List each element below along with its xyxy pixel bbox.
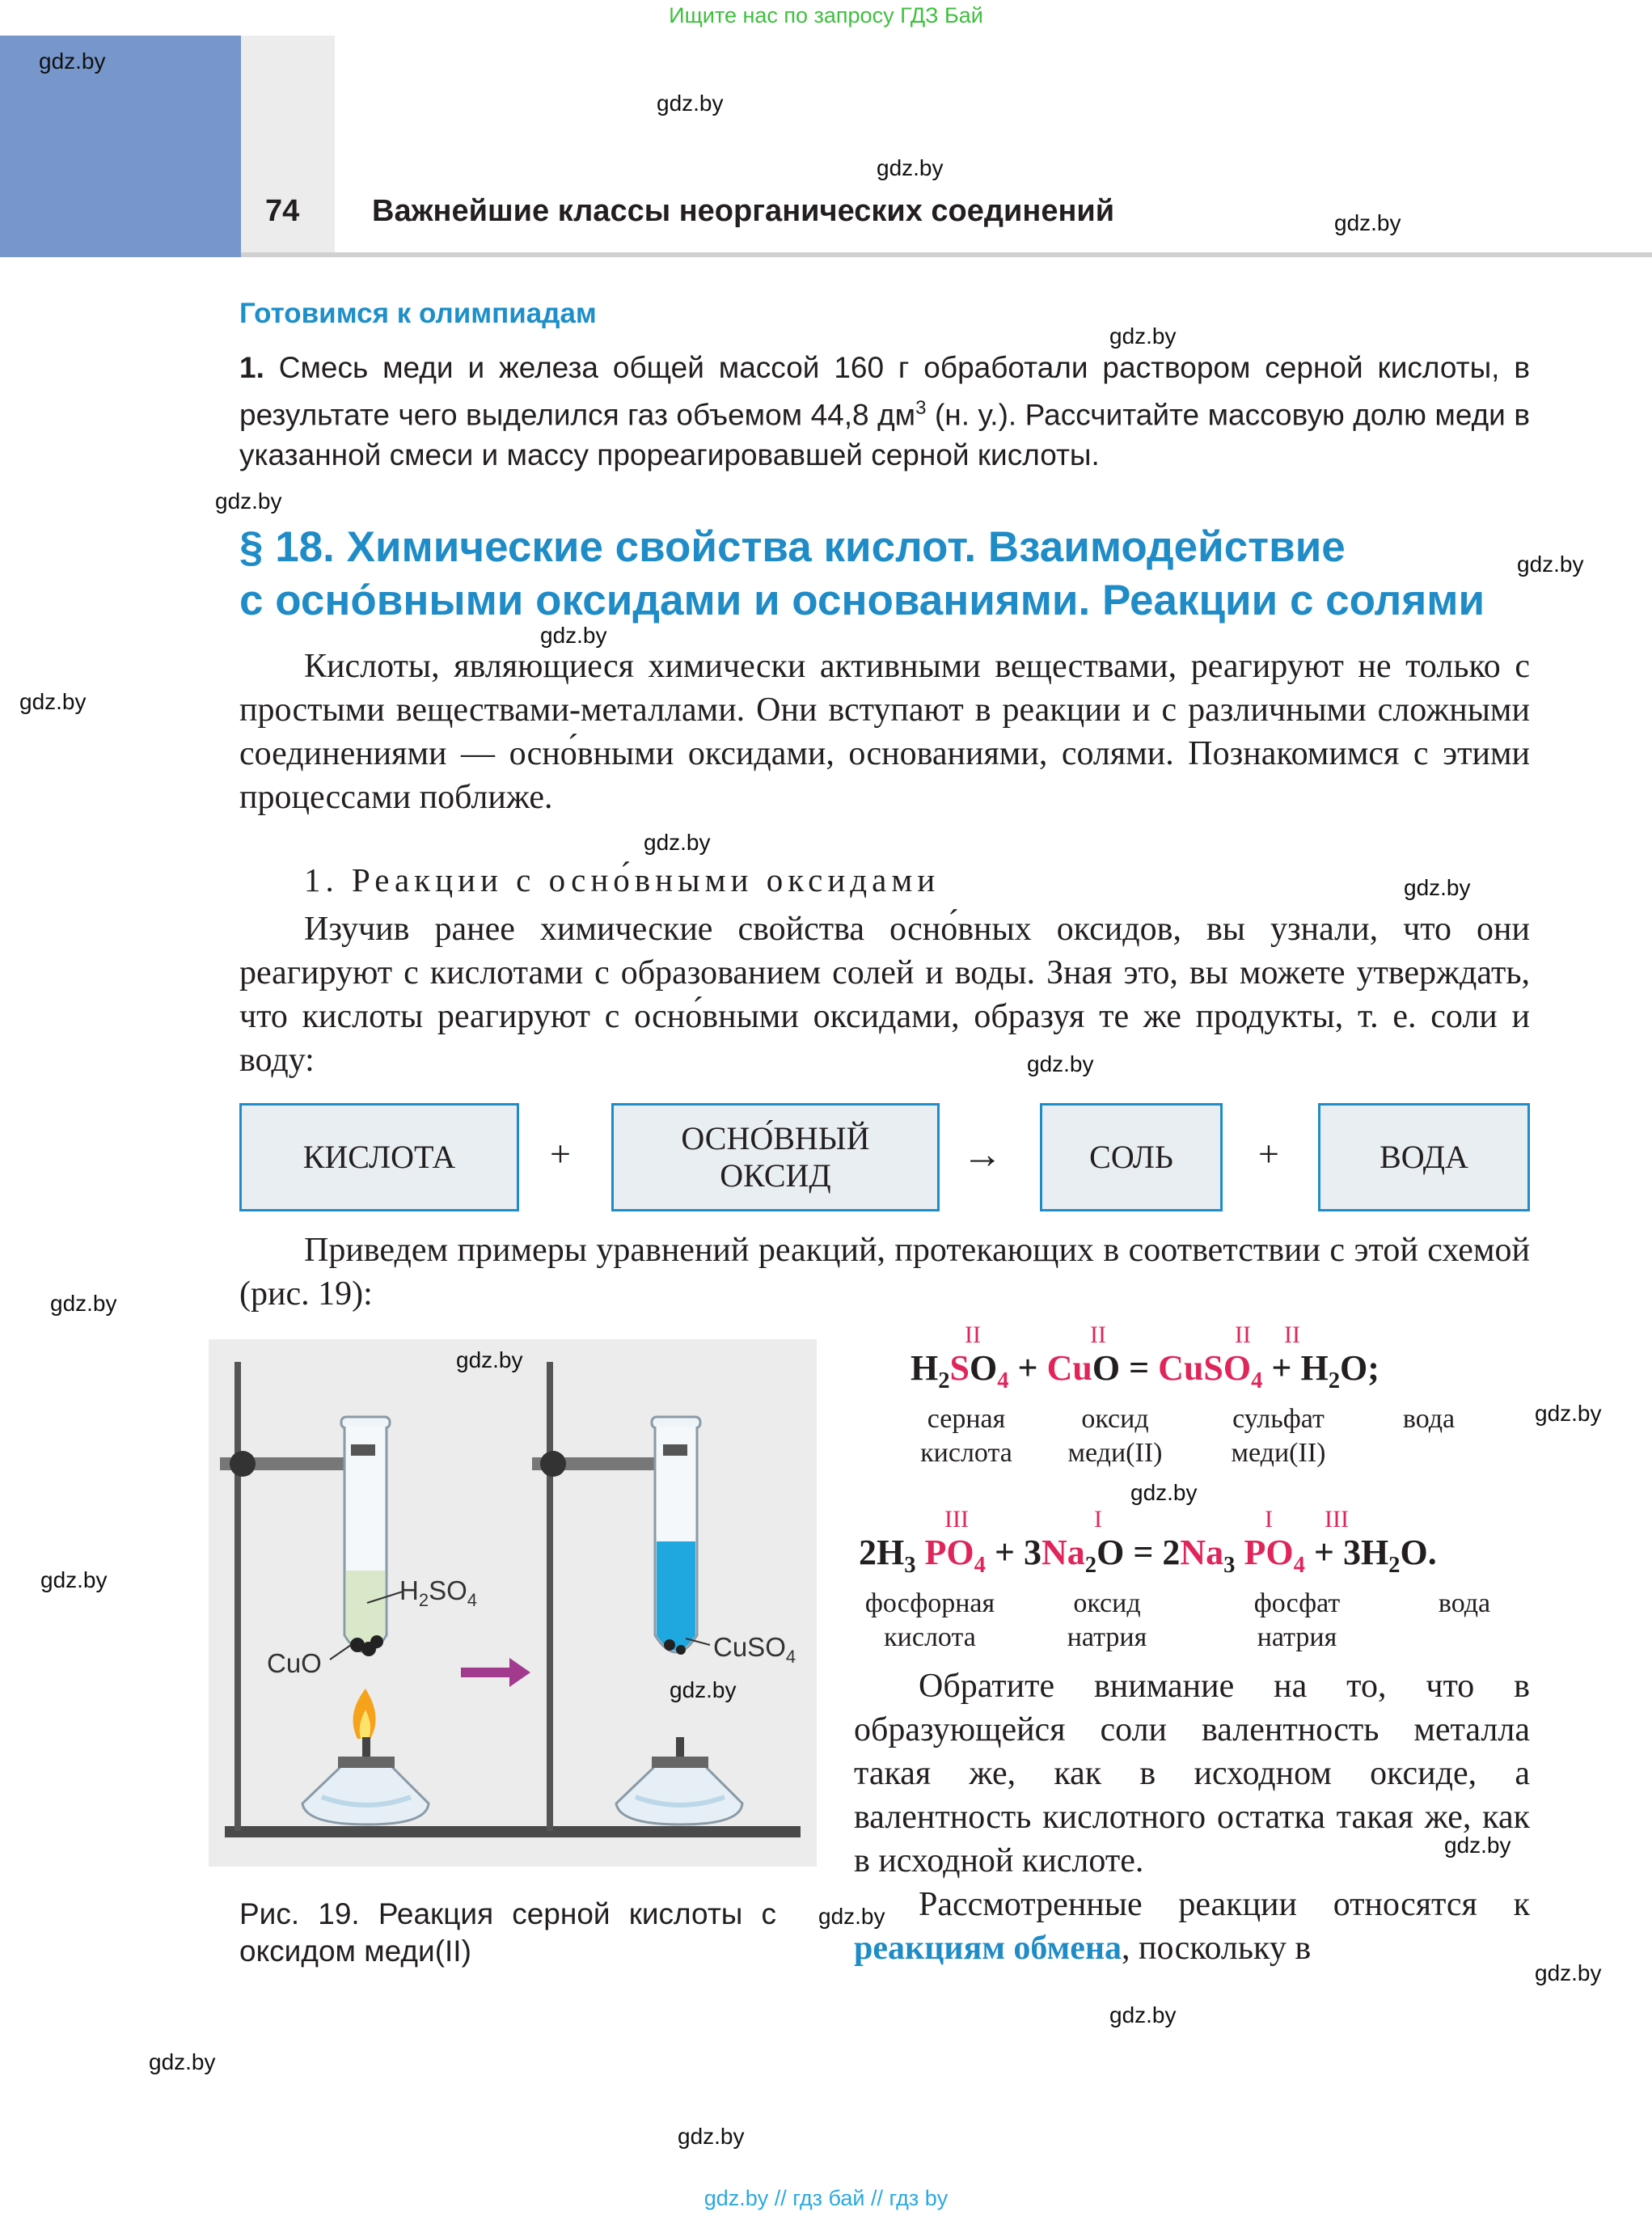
task-text-2: (н. у.). Рассчитайте массовую долю меди в указанной смеси и массу прореагировавшей серной кислоты. xyxy=(239,398,1530,472)
burner-wick-left xyxy=(362,1737,370,1758)
watermark: gdz.by xyxy=(39,49,106,74)
eq2-label-4: вода xyxy=(1438,1588,1491,1618)
task-sup: 3 xyxy=(915,397,927,419)
scheme-oxide-line1: ОСНО́ВНЫЙ xyxy=(681,1120,870,1156)
burner-wick-right xyxy=(676,1737,684,1758)
task-number: 1. xyxy=(239,351,264,384)
valence-na-1: I xyxy=(1094,1506,1102,1533)
clamp-knob-right xyxy=(540,1451,566,1477)
valence-so4: II xyxy=(1284,1321,1300,1348)
clamp-jaw-right xyxy=(663,1444,687,1456)
chapter-title: Важнейшие классы неорганических соединений xyxy=(372,194,1115,228)
top-banner[interactable]: Ищите нас по запросу ГДЗ Бай xyxy=(669,3,983,27)
right-paragraph-1: Обратите внимание на то, что в образующейся соли валентность металла такая же, как в исходном оксиде, а валентность кислотного остатка такая же, как в исходной кислоте. xyxy=(854,1668,1530,1879)
watermark: gdz.by xyxy=(40,1567,108,1592)
eq2-label-1: фосфорная кислота xyxy=(864,1588,995,1652)
paragraph-3: Приведем примеры уравнений реакций, протекающих в соответствии с этой схемой (рис. 19): xyxy=(239,1232,1530,1313)
burner-cap-right xyxy=(652,1757,708,1768)
watermark: gdz.by xyxy=(1130,1480,1198,1505)
tube-left-rim xyxy=(341,1417,390,1428)
valence-po4-1: III xyxy=(944,1506,969,1533)
eq1-label-2: оксид меди(II) xyxy=(1067,1404,1163,1468)
right-paragraph-2: Рассмотренные реакции относятся к реакциям обмена, поскольку в xyxy=(854,1886,1530,1967)
scheme-arrow: → xyxy=(962,1131,1003,1177)
watermark: gdz.by xyxy=(644,830,711,855)
scheme-salt-box xyxy=(1040,1103,1223,1211)
header-rule xyxy=(241,252,1652,257)
figure-caption: Рис. 19. Реакция серной кислоты с оксидом меди(II) xyxy=(239,1897,776,1968)
task-text-1: Смесь меди и железа общей массой 160 г обработали раствором серной кислоты, в результате чего выделился газ объемом 44,8 дм xyxy=(239,351,1530,432)
intro-paragraph: Кислоты, являющиеся химически активными веществами, реагируют не только с простыми веществами-металлами. Они вступают в реакции и с различными сложными соединениями — осно́вными оксидами, основаниями, солями. Познакомимся с этими процессами поближе. xyxy=(239,648,1530,816)
watermark: gdz.by xyxy=(818,1904,885,1929)
scheme-oxide-line2: ОКСИД xyxy=(720,1157,831,1194)
watermark: gdz.by xyxy=(1404,875,1471,900)
equation-1: $H_2SO_4$ + CuO = CuSO$_4$ + $H_2O$; xyxy=(911,1348,1379,1393)
watermark: gdz.by xyxy=(1535,1960,1602,1985)
scheme-water-box xyxy=(1318,1103,1530,1211)
watermark: gdz.by xyxy=(657,91,724,116)
residue xyxy=(664,1639,675,1651)
label-cuso4: CuSO$_4$ xyxy=(713,1632,796,1667)
stand-rod-right xyxy=(547,1362,553,1831)
scheme-acid-box xyxy=(239,1103,519,1211)
valence-cu-1: II xyxy=(1090,1321,1106,1348)
watermark: gdz.by xyxy=(149,2049,216,2074)
burner-cap-left xyxy=(338,1757,395,1768)
page-number: 74 xyxy=(265,194,300,228)
paragraph-2: Изучив ранее химические свойства осно́вных оксидов, вы узнали, что они реагируют с кислотами с образованием солей и воды. Зная это, вы можете утверждать, что кислоты реагируют с осно́вными оксидами, образуя те же продукты, т. е. соли и воду: xyxy=(239,911,1530,1079)
equation-2: $2H_3$ $PO_4 + 3Na_2O = 2Na_3$ $PO_4 + 3H_2O$. xyxy=(859,1533,1437,1578)
scheme-salt: СОЛЬ xyxy=(1089,1139,1173,1175)
watermark: gdz.by xyxy=(1535,1401,1602,1426)
scheme-oxide-box xyxy=(611,1103,940,1211)
watermark: gdz.by xyxy=(1027,1051,1094,1076)
watermark: gdz.by xyxy=(19,689,87,714)
valence-s-1: II xyxy=(965,1321,981,1348)
label-cuo: CuO xyxy=(267,1648,322,1678)
eq1-label-3: сульфат меди(II) xyxy=(1231,1404,1326,1468)
header-color-block xyxy=(0,36,241,257)
scheme-plus-1: + xyxy=(550,1133,571,1174)
watermark: gdz.by xyxy=(456,1347,523,1372)
eq2-label-2: оксид натрия xyxy=(1067,1588,1147,1652)
tube-right-solution xyxy=(657,1541,695,1651)
eq1-label-1: серная кислота xyxy=(920,1404,1012,1468)
valence-po4-2: III xyxy=(1325,1506,1349,1533)
watermark: gdz.by xyxy=(670,1677,737,1702)
subheading: 1. Реакции с осно́вными оксидами xyxy=(304,861,940,898)
watermark: gdz.by xyxy=(215,488,282,514)
scheme-acid: КИСЛОТА xyxy=(302,1139,456,1175)
section-title-line1: § 18. Химические свойства кислот. Взаимодействие xyxy=(239,523,1346,571)
cuo-powder xyxy=(370,1635,383,1648)
figure-19 xyxy=(209,1339,817,1867)
clamp-jaw-left xyxy=(351,1444,375,1456)
label-h2so4: $H_2SO_4$ xyxy=(399,1575,478,1610)
valence-na-2: I xyxy=(1265,1506,1273,1533)
bottom-banner[interactable]: gdz.by // гдз бай // гдз by xyxy=(703,2186,949,2210)
eq2-label-3: фосфат натрия xyxy=(1253,1588,1341,1652)
watermark: gdz.by xyxy=(877,155,944,180)
tube-right-rim xyxy=(652,1417,700,1428)
residue xyxy=(676,1645,686,1655)
watermark: gdz.by xyxy=(1334,210,1401,235)
watermark: gdz.by xyxy=(50,1291,117,1316)
watermark: gdz.by xyxy=(1517,552,1584,577)
watermark: gdz.by xyxy=(1109,323,1177,349)
scheme-plus-2: + xyxy=(1258,1133,1279,1174)
clamp-knob-left xyxy=(230,1451,256,1477)
olympiad-task xyxy=(239,348,1530,476)
scheme-water: ВОДА xyxy=(1379,1139,1468,1175)
stand-rod-left xyxy=(234,1362,241,1831)
valence-cu-2: II xyxy=(1235,1321,1251,1348)
watermark: gdz.by xyxy=(1444,1833,1511,1858)
section-title-line2: с осно́вными оксидами и основаниями. Реакции с солями xyxy=(239,577,1485,624)
keyword-exchange-reactions: реакциям обмена xyxy=(854,1930,1122,1967)
eq1-label-4: вода xyxy=(1402,1404,1456,1434)
watermark: gdz.by xyxy=(1109,2002,1177,2027)
watermark: gdz.by xyxy=(540,623,607,648)
watermark: gdz.by xyxy=(678,2124,745,2149)
olympiad-heading: Готовимся к олимпиадам xyxy=(239,298,597,329)
stand-base xyxy=(225,1826,801,1837)
